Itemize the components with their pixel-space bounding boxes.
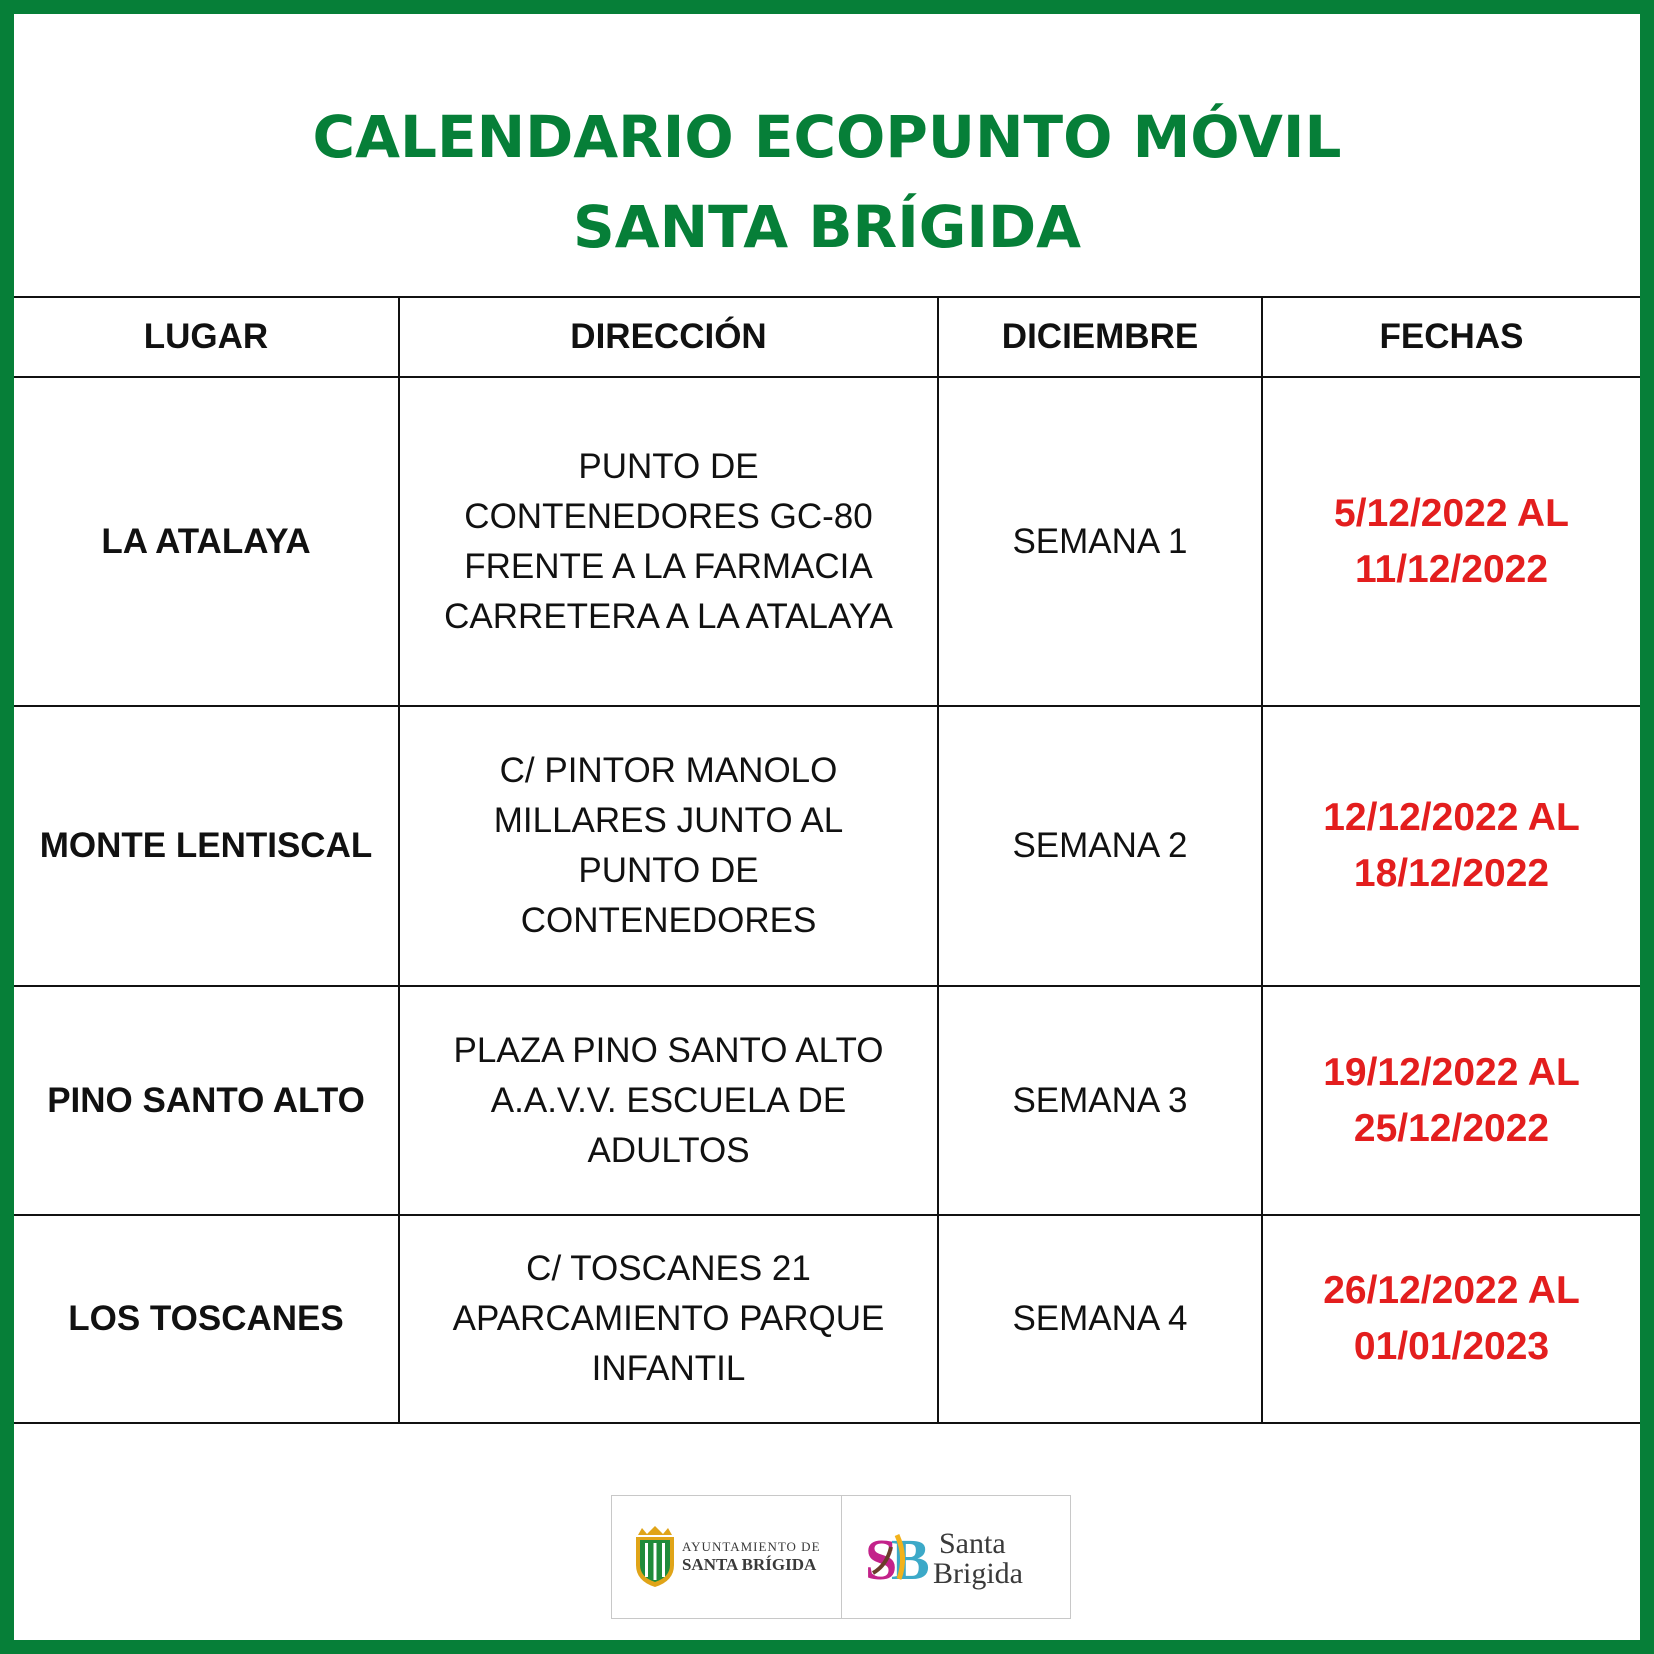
fechas-end: 18/12/2022	[1353, 852, 1550, 895]
ayuntamiento-logo	[612, 1496, 841, 1618]
ayuntamiento-wordmark	[682, 1539, 821, 1575]
table-row	[14, 1215, 1640, 1423]
header-direccion: DIRECCIÓN	[399, 297, 938, 377]
direccion-line: MILLARES JUNTO AL	[493, 801, 844, 840]
header-lugar: LUGAR	[14, 297, 399, 377]
fechas-end: 01/01/2023	[1353, 1325, 1550, 1368]
fechas-end: 11/12/2022	[1354, 547, 1549, 591]
direccion-line: A.A.V.V. ESCUELA DE	[490, 1080, 847, 1120]
direccion-line: PUNTO DE	[578, 446, 759, 486]
direccion-line: CONTENEDORES	[520, 901, 817, 940]
direccion-line: INFANTIL	[591, 1349, 746, 1388]
direccion-line: PUNTO DE	[578, 851, 759, 890]
fechas-start: 12/12/2022 AL	[1323, 796, 1580, 839]
direccion-cell	[399, 1215, 938, 1423]
table-row	[14, 706, 1640, 986]
direccion-line: C/ PINTOR MANOLO	[499, 751, 838, 790]
direccion-line: ADULTOS	[587, 1130, 750, 1170]
fechas-cell	[1262, 1215, 1640, 1423]
title-line-2: SANTA BRÍGIDA	[572, 193, 1081, 261]
semana-cell: SEMANA 2	[938, 706, 1262, 986]
fechas-start: 19/12/2022 AL	[1323, 1050, 1580, 1094]
fechas-cell	[1262, 377, 1640, 706]
ayuntamiento-line-1: AYUNTAMIENTO DE	[681, 1539, 821, 1554]
direccion-line: APARCAMIENTO PARQUE	[452, 1299, 885, 1338]
direccion-cell	[399, 377, 938, 706]
title-line-1: CALENDARIO ECOPUNTO MÓVIL	[312, 103, 1342, 171]
header-fechas: FECHAS	[1262, 297, 1640, 377]
semana-cell: SEMANA 1	[938, 377, 1262, 706]
crest-icon	[632, 1525, 678, 1589]
santa-brigida-logo	[841, 1496, 1071, 1618]
direccion-line: C/ TOSCANES 21	[526, 1249, 811, 1288]
direccion-line: FRENTE A LA FARMACIA	[464, 546, 873, 586]
header-diciembre: DICIEMBRE	[938, 297, 1262, 377]
logos-footer	[611, 1495, 1071, 1619]
direccion-line: CARRETERA A LA ATALAYA	[444, 596, 893, 636]
semana-cell: SEMANA 4	[938, 1215, 1262, 1423]
fechas-cell	[1262, 706, 1640, 986]
direccion-cell	[399, 986, 938, 1215]
fechas-start: 26/12/2022 AL	[1323, 1269, 1580, 1312]
direccion-line: PLAZA PINO SANTO ALTO	[453, 1030, 884, 1070]
table-row	[14, 377, 1640, 706]
svg-text:S: S	[864, 1527, 898, 1592]
lugar-cell: LOS TOSCANES	[14, 1215, 399, 1423]
fechas-end: 25/12/2022	[1353, 1106, 1550, 1150]
direccion-line: CONTENEDORES GC-80	[464, 496, 873, 536]
page-title	[14, 92, 1640, 272]
lugar-cell: MONTE LENTISCAL	[14, 706, 399, 986]
fechas-start: 5/12/2022 AL	[1334, 491, 1569, 535]
header-row	[14, 297, 1640, 377]
logo-word-1: Santa	[938, 1527, 1006, 1560]
fechas-cell	[1262, 986, 1640, 1215]
semana-cell: SEMANA 3	[938, 986, 1262, 1215]
table-row	[14, 986, 1640, 1215]
logo-word-2: Brigida	[932, 1557, 1023, 1590]
schedule-table	[14, 296, 1640, 1424]
svg-text:B: B	[890, 1527, 930, 1592]
direccion-cell	[399, 706, 938, 986]
lugar-cell: LA ATALAYA	[14, 377, 399, 706]
ayuntamiento-line-2: SANTA BRÍGIDA	[681, 1555, 817, 1574]
sb-logo-icon	[861, 1517, 1051, 1597]
lugar-cell: PINO SANTO ALTO	[14, 986, 399, 1215]
